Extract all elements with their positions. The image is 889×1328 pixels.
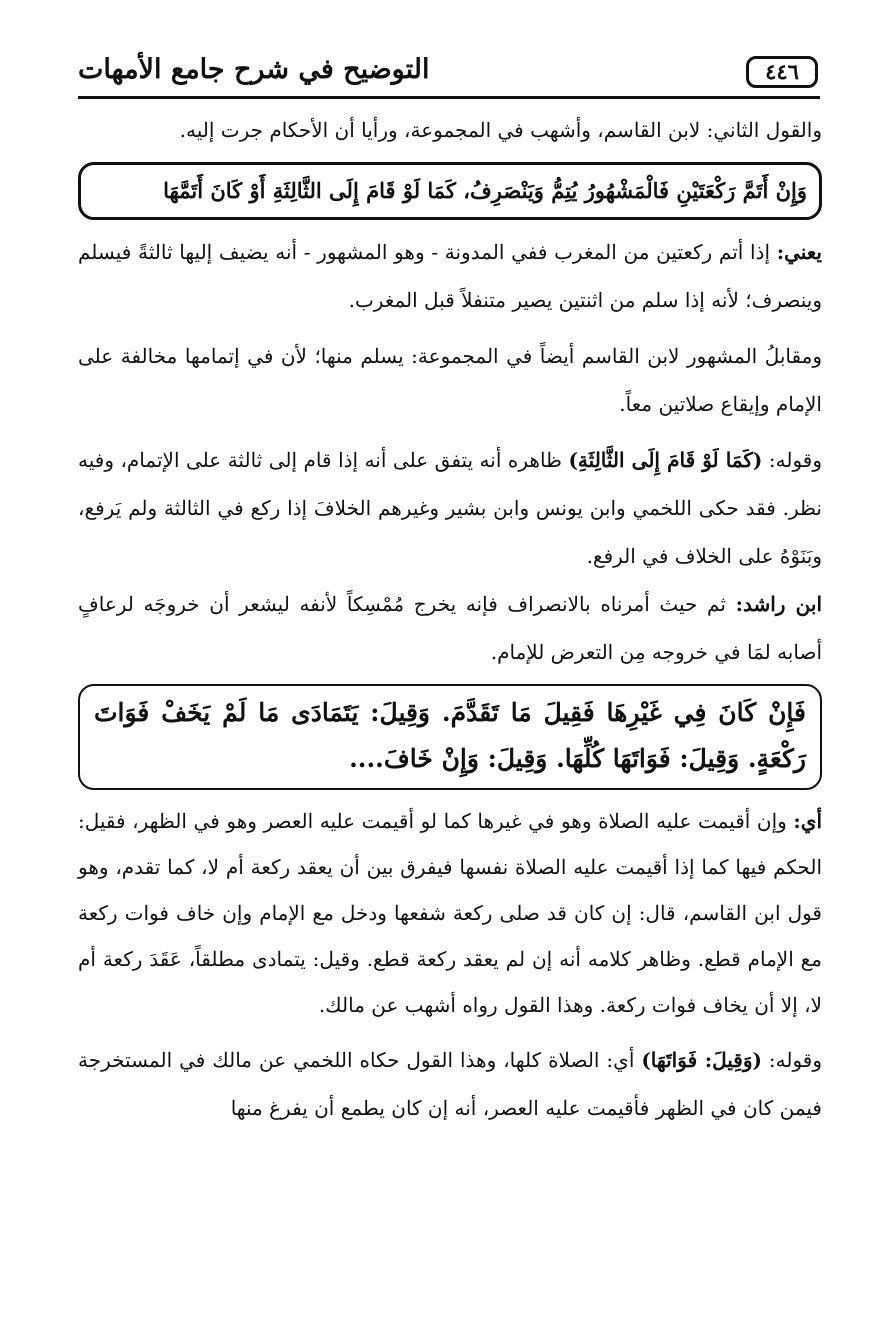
paragraph-7-quote: (وَقِيلَ: فَوَاتَهَا) — [641, 1048, 762, 1072]
paragraph-4 — [78, 436, 822, 580]
paragraph-5-text: ثم حيث أمرناه بالانصراف فإنه يخرج مُمْسِكاً لأنفه ليشعر أن خروجَه لرعافٍ أصابه لمَا في خروجه مِن التعرض للإمام. — [78, 592, 822, 664]
paragraph-6 — [78, 798, 822, 1028]
page-number: ٤٤٦ — [746, 56, 818, 88]
paragraph-2 — [78, 228, 822, 324]
paragraph-5-lead: ابن راشد: — [735, 592, 822, 616]
paragraph-7-pre: وقوله: — [761, 1048, 823, 1072]
header-rule — [78, 96, 820, 99]
matn-box-1: وَإِنْ أَتَمَّ رَكْعَتَيْنِ فَالْمَشْهُورُ يُتِمُّ وَيَنْصَرِفُ، كَمَا لَوْ قَامَ إِلَى الثَّالِثَةِ أَوْ كَانَ أَتَمَّهَا — [78, 162, 822, 220]
page-body — [78, 106, 822, 1132]
matn-box-2: فَإِنْ كَانَ فِي غَيْرِهَا فَقِيلَ مَا تَقَدَّمَ. وَقِيلَ: يَتَمَادَى مَا لَمْ يَخَفْ فَوَاتَ رَكْعَةٍ. وَقِيلَ: فَوَاتَهَا كُلِّهَا. وَقِيلَ: وَإِنْ خَافَ.... — [78, 684, 822, 790]
page-header — [78, 44, 820, 100]
paragraph-4-text: ظاهره أنه يتفق على أنه إذا قام إلى ثالثة على الإتمام، وفيه نظر. فقد حكى اللخمي وابن يونس وابن بشير وغيرهم الخلافَ إذا ركع في الثالثة ولم يَرفع، وبَنَوْهُ على الخلاف في الرفع. — [78, 448, 822, 568]
paragraph-2-text: إذا أتم ركعتين من المغرب ففي المدونة - وهو المشهور - أنه يضيف إليها ثالثةً فيسلم وينصرف؛ لأنه إذا سلم من اثنتين يصير متنفلاً قبل المغرب. — [78, 240, 822, 312]
paragraph-1: والقول الثاني: لابن القاسم، وأشهب في المجموعة، ورأيا أن الأحكام جرت إليه. — [179, 118, 822, 142]
paragraph-6-lead: أي: — [793, 809, 822, 833]
running-title: التوضيح في شرح جامع الأمهات — [78, 54, 430, 85]
paragraph-7-text: أي: الصلاة كلها، وهذا القول حكاه اللخمي عن مالك في المستخرجة فيمن كان في الظهر فأقيمت عليه العصر، أنه إن كان يطمع أن يفرغ منها — [78, 1048, 822, 1120]
paragraph-4-quote: (كَمَا لَوْ قَامَ إِلَى الثَّالِثَةِ) — [568, 448, 763, 472]
paragraph-2-lead: يعني: — [776, 240, 822, 264]
paragraph-4-pre: وقوله: — [762, 448, 823, 472]
paragraph-7 — [78, 1036, 822, 1132]
paragraph-3: ومقابلُ المشهور لابن القاسم أيضاً في المجموعة: يسلم منها؛ لأن في إتمامها مخالفة على الإمام وإيقاع صلاتين معاً. — [78, 344, 822, 416]
paragraph-5 — [78, 580, 822, 676]
paragraph-6-text: وإن أقيمت عليه الصلاة وهو في غيرها كما لو أقيمت عليه العصر وهو في الظهر، فقيل: الحكم فيها كما إذا أقيمت عليه الصلاة نفسها فيفرق بين أن يعقد ركعة أم لا، كما تقدم، وهو قول ابن القاسم، قال: إن كان قد صلى ركعة شفعها ودخل مع الإمام وإن خاف فوات ركعة مع الإمام قطع. وظاهر كلامه أنه إن لم يعقد ركعة قطع. وقيل: يتمادى مطلقاً، عَقَدَ ركعة أم لا، إلا أن يخاف فوات ركعة. وهذا القول رواه أشهب عن مالك. — [78, 809, 822, 1017]
